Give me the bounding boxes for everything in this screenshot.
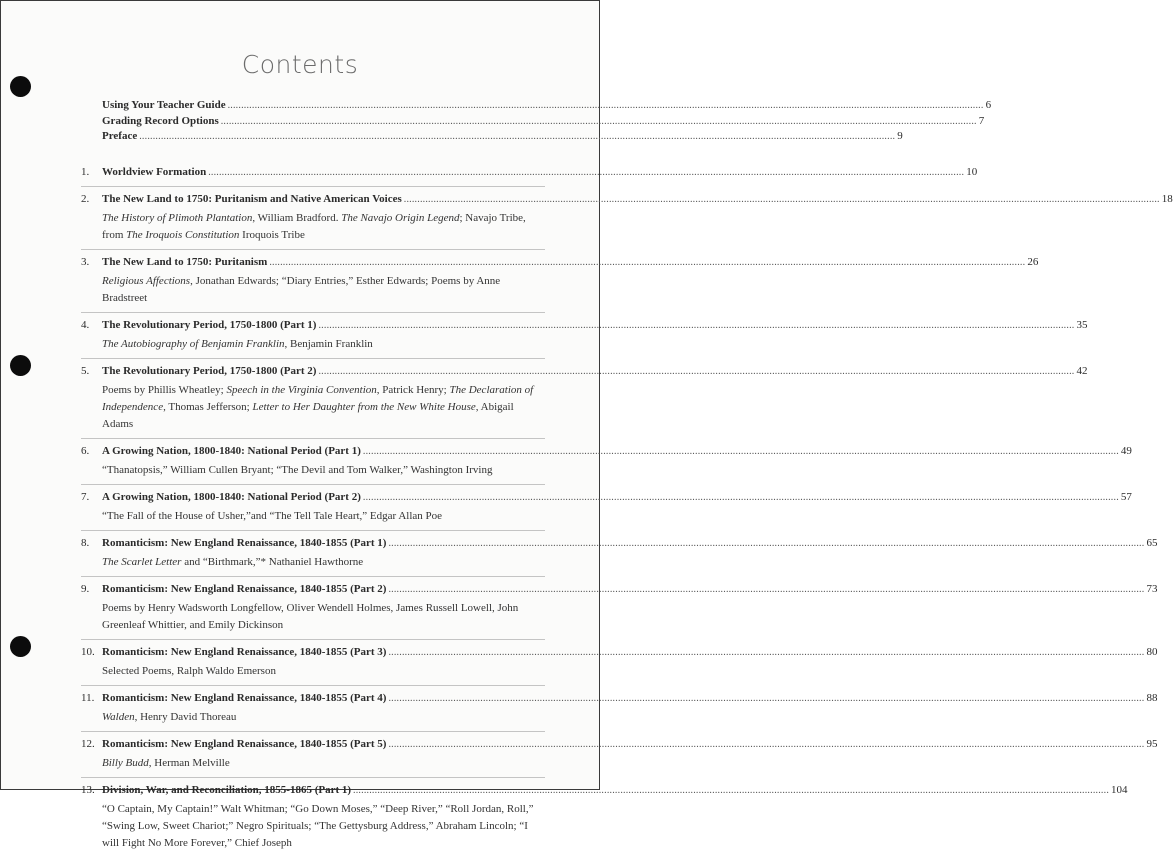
entry-title: Romanticism: New England Renaissance, 1840-1855 (Part 2) [102,583,387,595]
dot-leader [221,116,977,127]
front-matter-page: 7 [978,114,985,127]
toc-entry [81,690,1158,732]
entry-page: 88 [1146,692,1158,704]
entry-readings: Religious Affections, Jonathan Edwards; “Diary Entries,” Esther Edwards; Poems by Anne Bradstreet [102,275,501,304]
entry-page: 73 [1146,583,1158,595]
dot-leader [388,582,1144,598]
entry-title: The Revolutionary Period, 1750-1800 (Part 1) [102,319,317,331]
entry-readings: Walden, Henry David Thoreau [102,711,237,723]
toc-entry [81,581,1158,640]
dot-leader [208,165,964,181]
entry-page: 104 [1111,784,1128,796]
entry-page: 57 [1120,491,1132,503]
entry-heading [102,690,1158,707]
toc-entry [81,363,1088,439]
entry-page: 35 [1076,319,1088,331]
front-matter-label: Preface [102,130,138,142]
entry-heading [102,317,1088,334]
entry-number: 9. [81,583,90,595]
dot-leader [388,691,1144,707]
entry-readings: “O Captain, My Captain!” Walt Whitman; “Go Down Moses,” “Deep River,” “Roll Jordan, Roll,” “Swing Low, Sweet Chariot;” Negro Spirituals; “The Gettysburg Address,” Abraham Lincoln; “I will Fight No More Forever,” Chief Joseph [102,803,534,849]
toc-entry [81,644,1158,686]
entry-title: A Growing Nation, 1800-1840: National Period (Part 1) [102,445,361,457]
binder-hole [10,636,31,657]
entry-title: The Revolutionary Period, 1750-1800 (Part 2) [102,365,317,377]
entry-page: 42 [1076,365,1088,377]
entry-readings: The History of Plimoth Plantation, William Bradford. The Navajo Origin Legend; Navajo Tribe, from The Iroquois Constitution Iroquois Tribe [102,212,526,241]
entry-title: Romanticism: New England Renaissance, 1840-1855 (Part 4) [102,692,387,704]
toc-entry [81,782,1128,857]
entry-readings: Poems by Henry Wadsworth Longfellow, Oliver Wendell Holmes, James Russell Lowell, John Greenleaf Whittier, and Emily Dickinson [102,602,519,631]
entry-readings: The Autobiography of Benjamin Franklin, Benjamin Franklin [102,338,373,350]
dot-leader [363,490,1119,506]
entry-number: 8. [81,537,90,549]
entry-page: 95 [1146,738,1158,750]
entry-number: 1. [81,166,90,178]
entry-number: 12. [81,738,95,750]
entry-number: 10. [81,646,95,658]
entry-heading [102,644,1158,661]
entry-number: 3. [81,256,90,268]
entry-page: 26 [1027,256,1039,268]
entry-title: Romanticism: New England Renaissance, 1840-1855 (Part 3) [102,646,387,658]
entry-title: Division, War, and Reconciliation, 1855-1865 (Part 1) [102,784,352,796]
entry-readings: “The Fall of the House of Usher,”and “The Tell Tale Heart,” Edgar Allan Poe [102,510,443,522]
entry-readings: Billy Budd, Herman Melville [102,757,230,769]
dot-leader [388,737,1144,753]
toc-entry [81,736,1158,778]
dot-leader [228,100,984,111]
dot-leader [353,783,1109,799]
entry-readings: “Thanatopsis,” William Cullen Bryant; “The Devil and Tom Walker,” Washington Irving [102,464,493,476]
dot-leader [318,364,1074,380]
entry-page: 65 [1146,537,1158,549]
entry-page: 80 [1146,646,1158,658]
entry-heading [102,489,1132,506]
page-title: Contents [241,50,359,79]
front-matter-label: Grading Record Options [102,114,219,127]
front-matter-page: 9 [897,130,903,142]
dot-leader [139,131,895,142]
entry-heading [102,782,1128,799]
toc-entry [81,191,1173,250]
entry-heading [102,581,1158,598]
entry-number: 13. [81,784,95,796]
entry-heading [102,164,978,181]
entry-title: A Growing Nation, 1800-1840: National Period (Part 2) [102,491,361,503]
dot-leader [388,645,1144,661]
entry-number: 11. [81,692,95,704]
entry-page: 18 [1161,193,1173,205]
entry-title: Romanticism: New England Renaissance, 1840-1855 (Part 5) [102,738,387,750]
entry-heading [102,443,1132,460]
dot-leader [388,536,1144,552]
entry-heading [102,363,1088,380]
entry-readings: Poems by Phillis Wheatley; Speech in the Virginia Convention, Patrick Henry; The Declaration of Independence, Thomas Jefferson; Letter to Her Daughter from the New White House, Abigail Adams [102,384,534,430]
contents-list [81,164,1173,861]
entry-number: 4. [81,319,90,331]
entry-heading [102,535,1158,552]
entry-heading [102,254,1039,271]
dot-leader [269,255,1025,271]
entry-number: 7. [81,491,90,503]
entry-page: 49 [1120,445,1132,457]
dot-leader [363,444,1119,460]
entry-heading [102,191,1173,208]
entry-number: 6. [81,445,90,457]
toc-entry [81,535,1158,577]
front-matter-list [102,99,992,146]
binder-hole [10,76,31,97]
dot-leader [318,318,1074,334]
entry-readings: Selected Poems, Ralph Waldo Emerson [102,665,276,677]
dot-leader [404,192,1160,208]
entry-readings: The Scarlet Letter and “Birthmark,”* Nathaniel Hawthorne [102,556,364,568]
entry-number: 5. [81,365,90,377]
toc-entry [81,489,1132,531]
entry-title: The New Land to 1750: Puritanism [102,256,268,268]
front-matter-item [102,99,992,115]
front-matter-item [102,114,985,131]
front-matter-page: 6 [985,99,992,111]
toc-entry [81,443,1132,485]
front-matter-item [102,130,903,146]
front-matter-label: Using Your Teacher Guide [102,99,226,111]
entry-number: 2. [81,193,90,205]
toc-entry [81,164,978,187]
entry-title: Romanticism: New England Renaissance, 1840-1855 (Part 1) [102,537,387,549]
entry-title: Worldview Formation [102,166,207,178]
toc-entry [81,254,1039,313]
entry-heading [102,736,1158,753]
toc-entry [81,317,1088,359]
entry-page: 10 [966,166,978,178]
binder-hole [10,355,31,376]
entry-title: The New Land to 1750: Puritanism and Native American Voices [102,193,402,205]
